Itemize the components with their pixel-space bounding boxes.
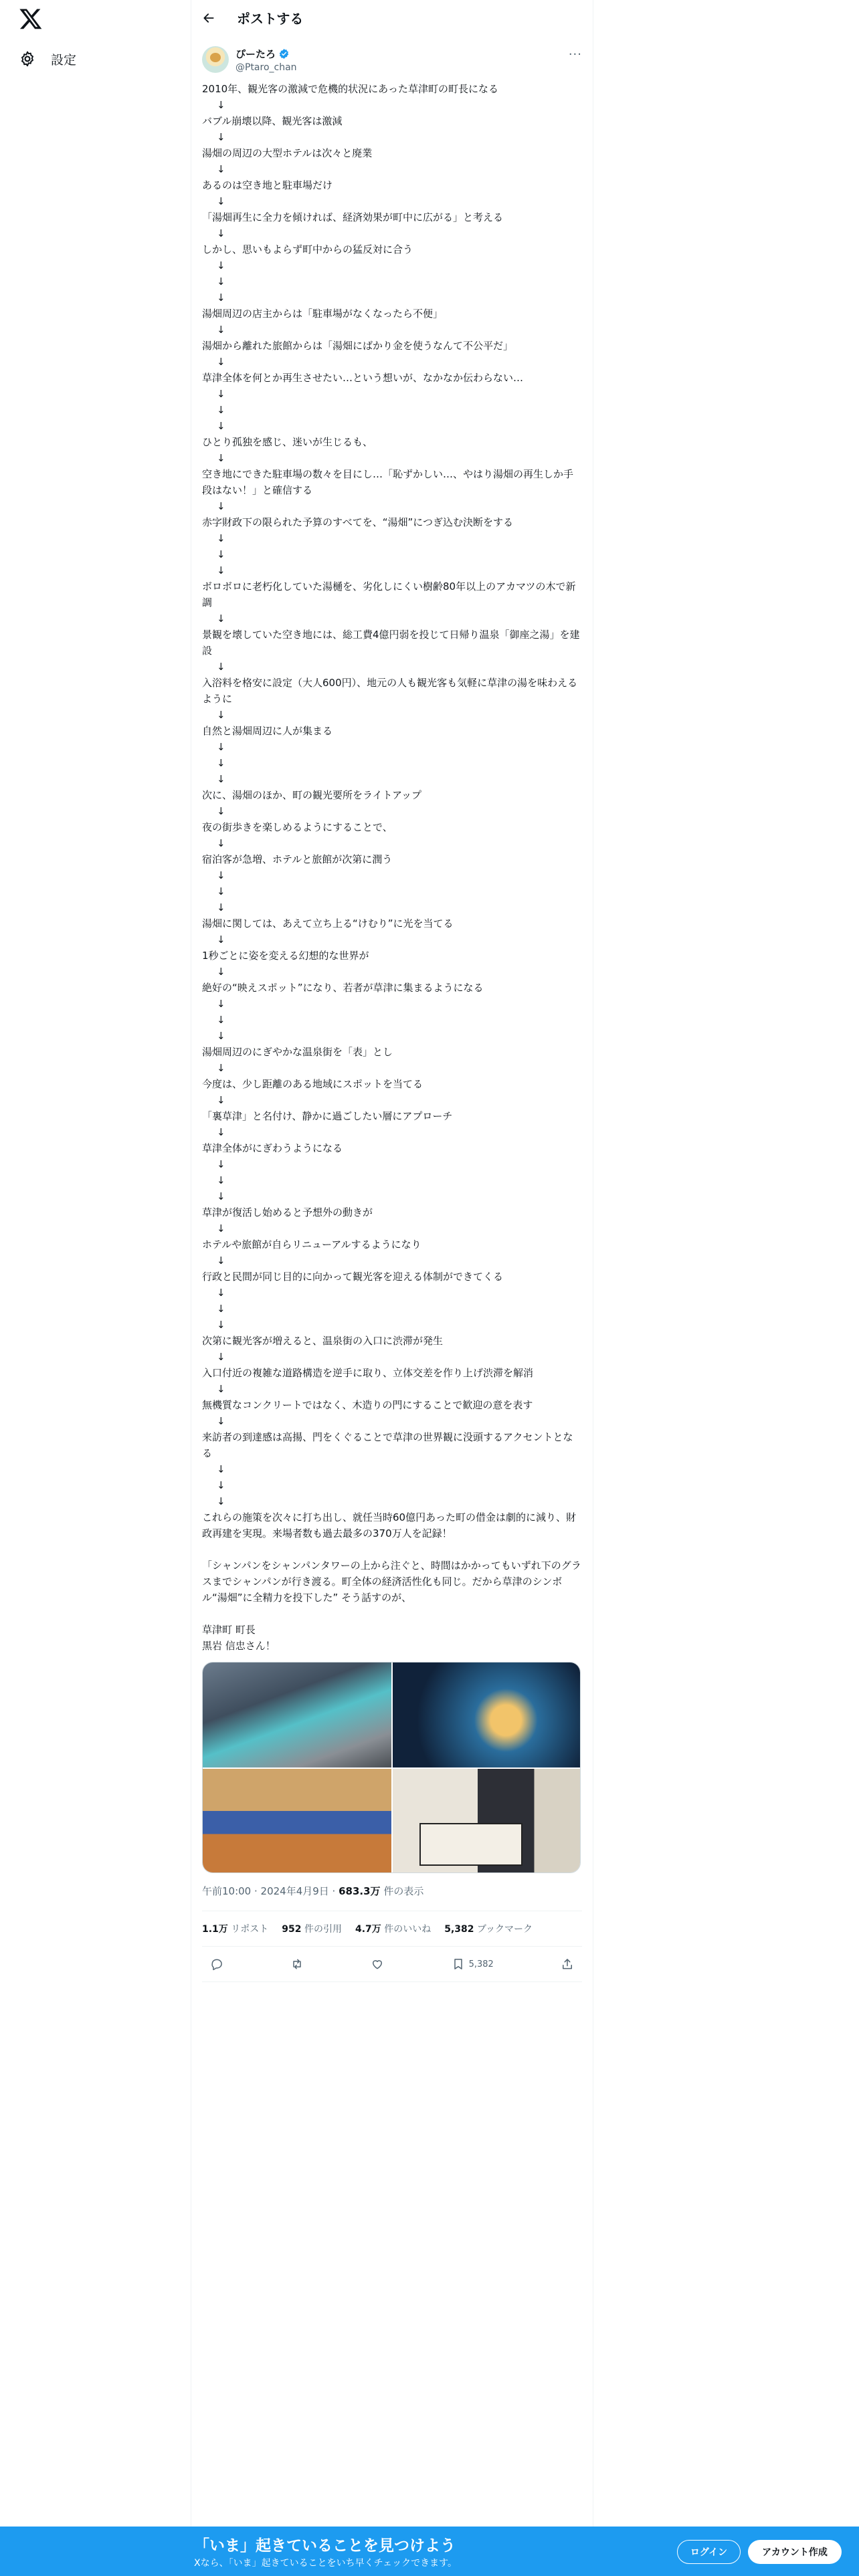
stat-bookmarks-count: 5,382 <box>444 1924 474 1935</box>
nav-settings-label: 設定 <box>51 52 77 68</box>
stat-reposts-label: リポスト <box>231 1924 269 1935</box>
tweet-line: 宿泊客が急増、ホテルと旅館が次第に潤う <box>202 853 393 865</box>
share-icon <box>561 1957 574 1971</box>
tweet-line: 草津全体がにぎわうようになる <box>202 1142 343 1154</box>
tweet-arrow-line: ↓ <box>217 564 225 576</box>
stat-quotes-label: 件の引用 <box>304 1924 342 1935</box>
divider <box>202 1981 582 1982</box>
tweet-arrow-line: ↓ <box>217 1030 225 1042</box>
tweet-line: 無機質なコンクリートではなく、木造りの門にすることで歓迎の意を表す <box>202 1399 533 1411</box>
signup-banner <box>0 2527 859 2576</box>
main-column <box>191 0 593 2576</box>
tweet-arrow-line: ↓ <box>217 837 225 849</box>
tweet-arrow-line: ↓ <box>217 1495 225 1507</box>
stat-reposts[interactable] <box>202 1922 268 1935</box>
tweet-line: 湯畑に関しては、あえて立ち上る“けむり”に光を当てる <box>202 918 454 930</box>
tweet-arrow-line: ↓ <box>217 661 225 673</box>
tweet-line: 来訪者の到達感は高揚、門をくぐることで草津の世界観に没頭するアクセントとなる <box>202 1431 573 1459</box>
tweet-arrow-line: ↓ <box>217 356 225 368</box>
tweet-line: 「湯畑再生に全力を傾ければ、経済効果が町中に広がる」と考える <box>202 211 504 223</box>
back-arrow-icon[interactable] <box>202 11 215 25</box>
tweet-arrow-line: ↓ <box>217 1094 225 1106</box>
tweet-arrow-line: ↓ <box>217 966 225 978</box>
repost-button[interactable] <box>290 1957 304 1971</box>
tweet-arrow-line: ↓ <box>217 1190 225 1202</box>
verified-badge-icon <box>278 48 290 60</box>
stat-bookmarks-label: ブックマーク <box>476 1924 533 1935</box>
tweet-arrow-line: ↓ <box>217 1174 225 1186</box>
tweet-line <box>202 1541 582 1558</box>
avatar[interactable] <box>202 46 229 73</box>
tweet-line: 湯畑周辺の店主からは「駐車場がなくなったら不便」 <box>202 308 444 320</box>
tweet-arrow-line: ↓ <box>217 757 225 769</box>
tweet-line: これらの施策を次々に打ち出し、就任当時60億円あった町の借金は劇的に減り、財政再建を実現。来場者数も過去最多の370万人を記録！ <box>202 1511 576 1539</box>
tweet-arrow-line: ↓ <box>217 1303 225 1315</box>
media-grid <box>202 1662 581 1873</box>
tweet-line: 行政と民間が同じ目的に向かって観光客を迎える体制ができてくる <box>202 1271 504 1283</box>
tweet-arrow-line: ↓ <box>217 1351 225 1363</box>
gear-icon <box>19 50 36 68</box>
post-meta <box>202 1884 582 1900</box>
tweet-line: 「シャンパンをシャンパンタワーの上から注ぐと、時間はかかってもいずれ下のグラスまでシャンパンが行き渡る。町全体の経済活性化も同じ。だから草津のシンボル“湯畑”に全精力を投下した” そう話すのが、 <box>202 1560 581 1604</box>
tweet-arrow-line: ↓ <box>217 548 225 560</box>
media-photo-2[interactable] <box>393 1662 581 1767</box>
tweet-line: 今度は、少し距離のある地域にスポットを当てる <box>202 1078 423 1090</box>
author-display-name[interactable] <box>235 47 297 61</box>
tweet-line: 草津町 町長 <box>202 1624 256 1636</box>
tweet-line: 絶好の“映えスポット”になり、若者が草津に集まるようになる <box>202 982 484 994</box>
tweet-arrow-line: ↓ <box>217 324 225 336</box>
tweet-arrow-line: ↓ <box>217 1014 225 1026</box>
banner-title: 「いま」起きていることを見つけよう <box>194 2537 456 2555</box>
tweet-line: 湯畑の周辺の大型ホテルは次々と廃業 <box>202 147 373 159</box>
author-handle[interactable]: @Ptaro_chan <box>235 62 297 73</box>
tweet-arrow-line: ↓ <box>217 500 225 512</box>
tweet-text <box>202 81 582 1654</box>
tweet-line: 次第に観光客が増えると、温泉街の入口に渋滞が発生 <box>202 1335 444 1347</box>
repost-icon <box>290 1957 304 1971</box>
signup-button[interactable]: アカウント作成 <box>748 2540 842 2564</box>
tweet-arrow-line: ↓ <box>217 195 225 207</box>
tweet-arrow-line: ↓ <box>217 805 225 817</box>
bookmark-icon <box>452 1957 465 1971</box>
tweet-line: 草津が復活し始めると予想外の動きが <box>202 1206 373 1218</box>
tweet-arrow-line: ↓ <box>217 163 225 175</box>
tweet-line: 1秒ごとに姿を変える幻想的な世界が <box>202 950 369 962</box>
stat-bookmarks[interactable] <box>444 1922 533 1935</box>
media-photo-1[interactable] <box>203 1662 391 1767</box>
heart-icon <box>371 1957 384 1971</box>
tweet-arrow-line: ↓ <box>217 532 225 544</box>
tweet-arrow-line: ↓ <box>217 1463 225 1475</box>
tweet-arrow-line: ↓ <box>217 131 225 143</box>
tweet-line: 「裏草津」と名付け、静かに過ごしたい層にアプローチ <box>202 1110 453 1122</box>
stat-quotes-count: 952 <box>282 1924 302 1935</box>
x-logo-icon[interactable] <box>19 7 43 31</box>
author-name-text: ぴーたろ <box>235 47 276 60</box>
tweet-arrow-line: ↓ <box>217 1479 225 1491</box>
stat-likes-count: 4.7万 <box>355 1924 381 1935</box>
tweet-arrow-line: ↓ <box>217 1383 225 1395</box>
tweet-line: 空き地にできた駐車場の数々を目にし…「恥ずかしい…、やはり湯畑の再生しか手段はない！」と確信する <box>202 468 574 496</box>
tweet-arrow-line: ↓ <box>217 1158 225 1170</box>
tweet-line: 黒岩 信忠さん！ <box>202 1640 276 1652</box>
tweet-line: 自然と湯畑周辺に人が集まる <box>202 725 333 737</box>
tweet-arrow-line: ↓ <box>217 901 225 914</box>
bookmark-count: 5,382 <box>468 1959 494 1969</box>
views-label: 件の表示 <box>380 1885 424 1897</box>
media-photo-3[interactable] <box>203 1769 391 1873</box>
action-bar <box>202 1947 582 1981</box>
tweet-line: 景観を壊していた空き地には、総工費4億円弱を投じて日帰り温泉「御座之湯」を建設 <box>202 629 580 657</box>
tweet-arrow-line: ↓ <box>217 1287 225 1299</box>
tweet-line: 次に、湯畑のほか、町の観光要所をライトアップ <box>202 789 422 801</box>
tweet-arrow-line: ↓ <box>217 276 225 288</box>
tweet-arrow-line: ↓ <box>217 613 225 625</box>
tweet-line: ひとり孤独を感じ、迷いが生じるも、 <box>202 436 373 448</box>
tweet-line: 赤字財政下の限られた予算のすべてを、“湯畑”につぎ込む決断をする <box>202 516 513 528</box>
tweet-line: バブル崩壊以降、観光客は激減 <box>202 115 343 127</box>
tweet-arrow-line: ↓ <box>217 404 225 416</box>
tweet-arrow-line: ↓ <box>217 1222 225 1235</box>
tweet-line: 夜の街歩きを楽しめるようにすることで、 <box>202 821 393 833</box>
stat-likes-label: 件のいいね <box>384 1924 432 1935</box>
page-header <box>191 0 593 35</box>
author-row <box>202 43 582 76</box>
banner-subtitle: Xなら、「いま」起きていることをいち早くチェックできます。 <box>194 2558 458 2569</box>
post-time[interactable]: 午前10:00 · 2024年4月9日 · <box>202 1885 339 1897</box>
tweet-arrow-line: ↓ <box>217 741 225 753</box>
media-photo-4[interactable] <box>393 1769 581 1873</box>
tweet-arrow-line: ↓ <box>217 420 225 432</box>
tweet-line: 草津全体を何とか再生させたい…という想いが、なかなか伝わらない… <box>202 372 524 384</box>
tweet-arrow-line: ↓ <box>217 934 225 946</box>
post-stats <box>202 1911 582 1946</box>
tweet-arrow-line: ↓ <box>217 99 225 111</box>
tweet-arrow-line: ↓ <box>217 388 225 400</box>
more-options-icon[interactable]: ··· <box>568 47 582 62</box>
bookmark-button[interactable] <box>452 1957 494 1971</box>
stat-likes[interactable] <box>355 1922 431 1935</box>
tweet-arrow-line: ↓ <box>217 1062 225 1074</box>
tweet-line: 湯畑から離れた旅館からは「湯畑にばかり金を使うなんて不公平だ」 <box>202 340 514 352</box>
nav-settings[interactable] <box>19 47 76 71</box>
tweet-arrow-line: ↓ <box>217 885 225 897</box>
tweet-line: ホテルや旅館が自らリニューアルするようになり <box>202 1239 421 1251</box>
reply-button[interactable] <box>210 1957 223 1971</box>
tweet-line: 2010年、観光客の激減で危機的状況にあった草津町の町長になる <box>202 83 499 95</box>
tweet-arrow-line: ↓ <box>217 1255 225 1267</box>
like-button[interactable] <box>371 1957 384 1971</box>
post <box>191 35 593 1982</box>
reply-icon <box>210 1957 223 1971</box>
stat-quotes[interactable] <box>282 1922 342 1935</box>
author-names <box>235 47 297 73</box>
tweet-arrow-line: ↓ <box>217 292 225 304</box>
tweet-arrow-line: ↓ <box>217 259 225 272</box>
stat-reposts-count: 1.1万 <box>202 1924 228 1935</box>
share-button[interactable] <box>561 1957 574 1971</box>
tweet-arrow-line: ↓ <box>217 1415 225 1427</box>
tweet-line: 入浴料を格安に設定（大人600円）、地元の人も観光客も気軽に草津の湯を味わえるように <box>202 677 578 705</box>
tweet-line: 入口付近の複雑な道路構造を逆手に取り、立体交差を作り上げ渋滞を解消 <box>202 1367 534 1379</box>
tweet-arrow-line: ↓ <box>217 709 225 721</box>
tweet-arrow-line: ↓ <box>217 773 225 785</box>
views-count: 683.3万 <box>339 1885 381 1897</box>
tweet-line: ボロボロに老朽化していた湯樋を、劣化しにくい樹齢80年以上のアカマツの木で新調 <box>202 580 576 609</box>
tweet-arrow-line: ↓ <box>217 227 225 239</box>
tweet-arrow-line: ↓ <box>217 1319 225 1331</box>
tweet-line: しかし、思いもよらず町中からの猛反対に合う <box>202 243 413 255</box>
page-title: ポストする <box>237 11 304 27</box>
left-nav <box>0 0 191 2576</box>
tweet-arrow-line: ↓ <box>217 452 225 464</box>
tweet-line <box>202 1606 582 1622</box>
tweet-arrow-line: ↓ <box>217 1126 225 1138</box>
tweet-arrow-line: ↓ <box>217 869 225 881</box>
login-button[interactable]: ログイン <box>677 2540 741 2564</box>
tweet-line: 湯畑周辺のにぎやかな温泉街を「表」とし <box>202 1046 393 1058</box>
tweet-line: あるのは空き地と駐車場だけ <box>202 179 333 191</box>
tweet-arrow-line: ↓ <box>217 998 225 1010</box>
